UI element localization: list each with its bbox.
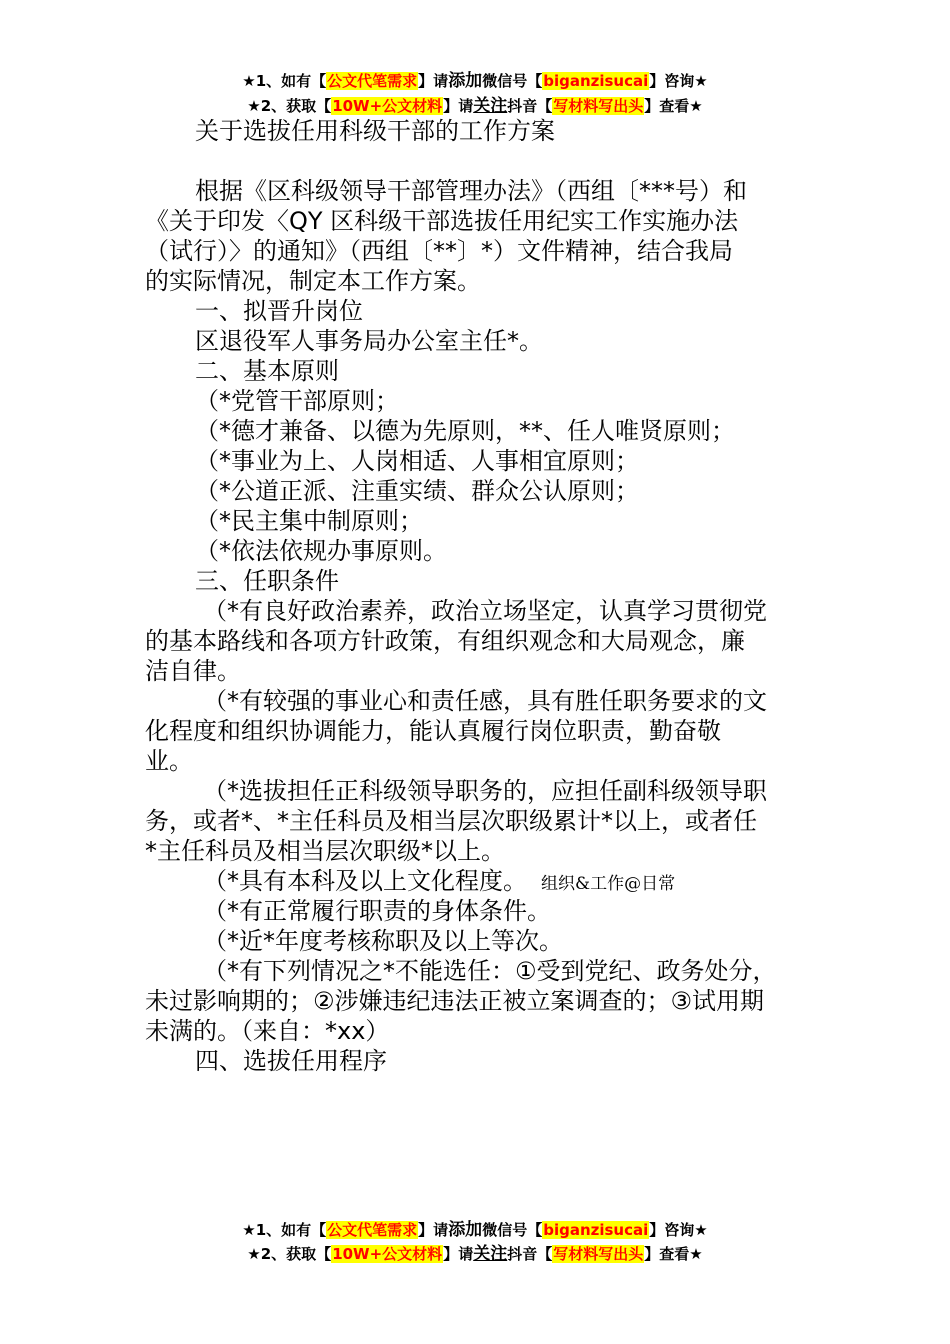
condition-line: （*近*年度考核称职及以上等次。 [203, 927, 563, 955]
section-heading: 一、拟晋升岗位 [195, 297, 363, 325]
bottom-banner-line-1: ★1、如有【公文代笔需求】请添加微信号【biganzisucai】咨询★ [242, 1220, 708, 1240]
condition-line: （*有良好政治素养，政治立场坚定，认真学习贯彻党 [203, 597, 767, 625]
principle-item: （*依法依规办事原则。 [195, 537, 447, 565]
intro-line: 《关于印发〈QY 区科级干部选拔任用纪实工作实施办法 [145, 207, 739, 235]
highlight-service: 公文代笔需求 [327, 1221, 418, 1239]
section-heading: 四、选拔任用程序 [195, 1047, 387, 1075]
condition-line: （*有下列情况之*不能选任：①受到党纪、政务处分， [203, 957, 777, 985]
condition-line: 未过影响期的；②涉嫌违纪违法正被立案调查的；③试用期 [145, 987, 765, 1015]
condition-line: 的基本路线和各项方针政策，有组织观念和大局观念，廉 [145, 627, 745, 655]
watermark-note: 组织&工作@日常 [541, 874, 676, 894]
condition-line: *主任科员及相当层次职级*以上。 [145, 837, 505, 865]
condition-line: 化程度和组织协调能力，能认真履行岗位职责，勤奋敬 [145, 717, 721, 745]
highlight-service: 公文代笔需求 [327, 72, 418, 90]
section-heading: 二、基本原则 [195, 357, 339, 385]
post-text: 区退役军人事务局办公室主任*。 [195, 327, 543, 355]
intro-line: （试行）〉的通知》（西组〔**〕*）文件精神，结合我局 [145, 237, 733, 265]
principle-item: （*党管干部原则； [195, 387, 399, 415]
highlight-douyin: 写材料写出头 [553, 97, 644, 115]
top-banner-line-1: ★1、如有【公文代笔需求】请添加微信号【biganzisucai】咨询★ [242, 71, 708, 91]
principle-item: （*民主集中制原则； [195, 507, 423, 535]
condition-line: （*有较强的事业心和责任感，具有胜任职务要求的文 [203, 687, 767, 715]
condition-line: （*具有本科及以上文化程度。 组织&工作@日常 [203, 867, 676, 895]
principle-item: （*事业为上、人岗相适、人事相宜原则； [195, 447, 639, 475]
principle-item: （*公道正派、注重实绩、群众公认原则； [195, 477, 639, 505]
section-heading: 三、任职条件 [195, 567, 339, 595]
highlight-wechat-id: biganzisucai [543, 72, 649, 90]
intro-line: 根据《区科级领导干部管理办法》（西组〔***号）和 [195, 177, 747, 205]
document-title: 关于选拔任用科级干部的工作方案 [195, 117, 555, 145]
highlight-douyin: 写材料写出头 [553, 1245, 644, 1263]
top-banner-line-2: ★2、获取【10W+公文材料】请关注抖音【写材料写出头】查看★ [247, 96, 703, 116]
principle-item: （*德才兼备、以德为先原则，**、任人唯贤原则； [195, 417, 735, 445]
condition-line: 未满的。（来自：*xx） [145, 1017, 390, 1045]
highlight-materials: 10W+公文材料 [332, 97, 443, 115]
condition-line: （*有正常履行职责的身体条件。 [203, 897, 551, 925]
condition-line: 业。 [145, 747, 193, 775]
highlight-materials: 10W+公文材料 [332, 1245, 443, 1263]
highlight-wechat-id: biganzisucai [543, 1221, 649, 1239]
condition-line: 务，或者*、*主任科员及相当层次职级累计*以上，或者任 [145, 807, 757, 835]
condition-line: 洁自律。 [145, 657, 241, 685]
bottom-banner-line-2: ★2、获取【10W+公文材料】请关注抖音【写材料写出头】查看★ [247, 1244, 703, 1264]
condition-line: （*选拔担任正科级领导职务的，应担任副科级领导职 [203, 777, 767, 805]
intro-line: 的实际情况，制定本工作方案。 [145, 267, 481, 295]
